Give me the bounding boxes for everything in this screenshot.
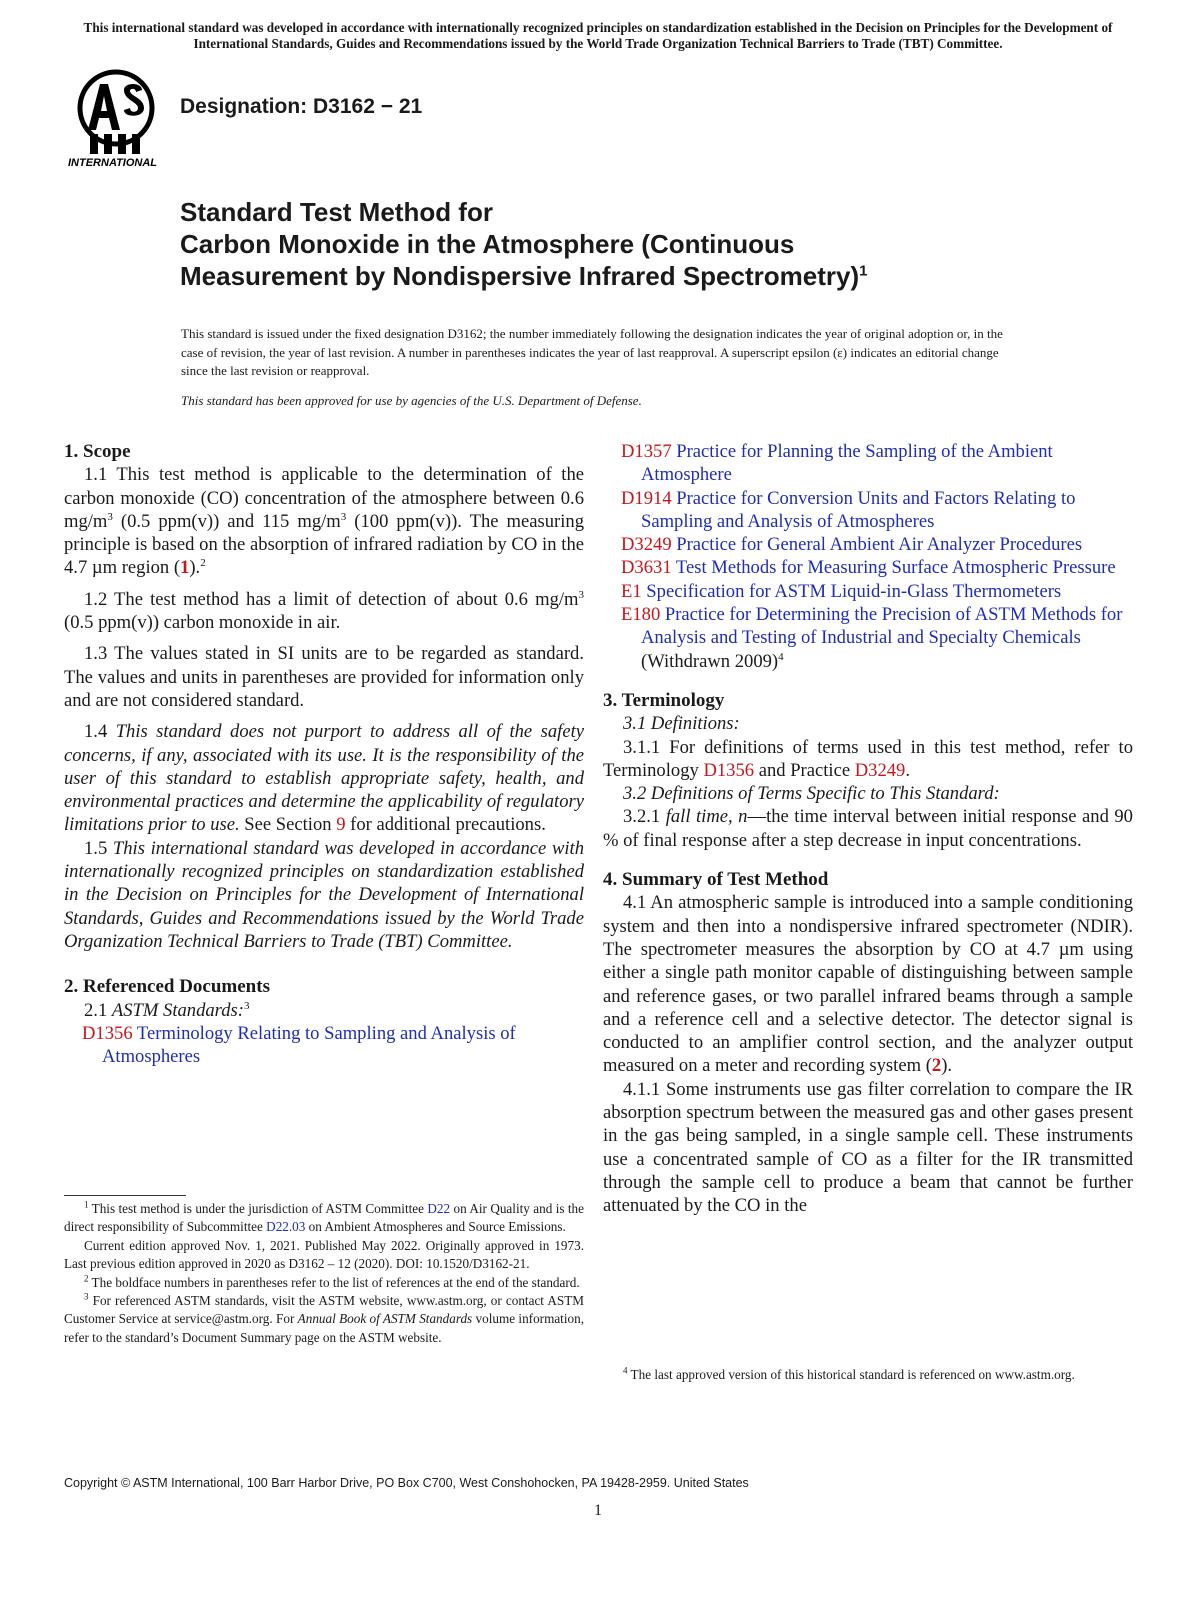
para-4-1: 4.1 An atmospheric sample is introduced into a sample conditioning system and then into a nondispersive infrared spectrometer (NDIR). The spectrometer measures the absorption by CO at 4.7 µm using either a single path monitor capable of distinguishing between sample and reference gases, or two parallel infrared beams through a sample and a reference cell and a selective detector. The detector signal is conducted to an amplifier control section, and the analyzer output measured on a meter and recording system (2). <box>603 892 1133 1077</box>
copyright-line: Copyright © ASTM International, 100 Barr Harbor Drive, PO Box C700, West Conshohocken, PA 19428-2959. United States <box>64 1476 749 1490</box>
para-3-1-1: 3.1.1 For definitions of terms used in this test method, refer to Terminology D1356 and Practice D3249. <box>603 736 1133 781</box>
designation: Designation: D3162 − 21 <box>180 95 423 118</box>
para-1-1: 1.1 This test method is applicable to the determination of the carbon monoxide (CO) concentration of the atmosphere between 0.6 $mg/m^3$ (0.5 ppm(v)) and 115 $mg/m^3$ (100 ppm(v)). The measuring principle is based on the absorption of infrared radiation by CO in the 4.7 µm region (1).$^2$ <box>64 464 585 579</box>
title-footnote-marker: 1 <box>859 262 868 280</box>
dod-approval-note: This standard has been approved for use by agencies of the U.S. Department of Defense. <box>181 393 642 408</box>
right-column <box>603 440 1133 1218</box>
astm-logo <box>66 68 170 168</box>
para-3-2: 3.2 Definitions of Terms Specific to This Standard: <box>623 783 1000 805</box>
section-4-heading: 4. Summary of Test Method <box>603 869 829 891</box>
issue-note: This standard is issued under the fixed designation D3162; the number immediately following the designation indicates the year of original adoption or, in the case of revision, the year of last revision. A number in parentheses indicates the year of last reapproval. A superscript epsilon (ε) indicates an editorial change since the last revision or reapproval. <box>181 326 1003 378</box>
title-line-1: Standard Test Method for <box>180 197 493 227</box>
reference-link-2[interactable]: 2 <box>931 1055 942 1077</box>
ref-item-d1356[interactable]: D1356 Terminology Relating to Sampling and Analysis of Atmospheres <box>82 1022 516 1068</box>
document-title <box>180 196 1080 292</box>
footnote-1: $^1$ This test method is under the jurisdiction of ASTM Committee D22 on Air Quality and is the direct responsibility of Subcommittee D22.03 on Ambient Atmospheres and Source Emissions. <box>64 1199 584 1235</box>
footnotes-left <box>64 1195 584 1347</box>
title-line-3 <box>180 260 1080 292</box>
section-1-heading: 1. Scope <box>64 441 131 462</box>
title-line-2: Carbon Monoxide in the Atmosphere (Continuous <box>180 229 795 259</box>
footnote-3: $^3$ For referenced ASTM standards, visit the ASTM website, www.astm.org, or contact ASTM Customer Service at service@astm.org. For Annual Book of ASTM Standards volume information, refer to the standard’s Document Summary page on the ASTM website. <box>64 1291 584 1345</box>
footnotes-right <box>621 1366 1133 1384</box>
para-3-2-1: 3.2.1 fall time, n—the time interval between initial response and 90 % of final response after a step decrease in input concentrations. <box>603 806 1133 851</box>
para-2-1: 2.1 ASTM Standards:$^3$ <box>84 999 250 1021</box>
para-1-2: 1.2 The test method has a limit of detection of about 0.6 $mg/m^3$ (0.5 ppm(v)) carbon monoxide in air. <box>64 588 584 634</box>
footnote-1-edition: Current edition approved Nov. 1, 2021. Published May 2022. Originally approved in 1973. Last previous edition approved in 2020 as D3162 – 12 (2020). DOI: 10.1520/D3162-21. <box>64 1237 584 1272</box>
para-4-1-1: 4.1.1 Some instruments use gas filter correlation to compare the IR absorption spectrum between the measured gas and other gases present in the gas being sampled, in a single sample cell. These instruments use a concentrated sample of CO as a filter for the IR transmitted through the sample cell to produce a beam that cannot be further attenuated by the CO in the <box>603 1078 1133 1217</box>
footnote-4: $^4$ The last approved version of this historical standard is referenced on www.astm.org. <box>623 1365 1075 1382</box>
astm-international-logo-icon <box>66 68 170 168</box>
page-number: 1 <box>594 1502 602 1519</box>
section-9-link[interactable]: 9 <box>336 814 346 836</box>
committee-d22-link[interactable]: D22 <box>427 1201 451 1216</box>
ref-item-d3249[interactable]: D3249 Practice for General Ambient Air Analyzer Procedures <box>621 534 1083 556</box>
left-column <box>64 440 584 1068</box>
ref-item-d1357[interactable]: D1357 Practice for Planning the Sampling of the Ambient Atmosphere <box>621 441 1053 486</box>
header-notice: This international standard was developed in accordance with internationally recognized principles on standardization established in the Decision on Principles for the Development of International Standards, Guides and Recommendations issued by the World Trade Organization Technical Barriers to Trade (TBT) Committee. <box>83 20 1113 51</box>
terminology-d1356-link[interactable]: D1356 <box>703 759 755 781</box>
section-3-heading: 3. Terminology <box>603 689 725 711</box>
subcommittee-d22-03-link[interactable]: D22.03 <box>266 1219 306 1235</box>
footnote-divider <box>64 1195 186 1196</box>
para-1-3: 1.3 The values stated in SI units are to be regarded as standard. The values and units in parentheses are provided for information only and are not considered standard. <box>64 643 584 711</box>
footnote-2: $^2$ The boldface numbers in parentheses refer to the list of references at the end of the standard. <box>84 1273 580 1290</box>
ref-item-d1914[interactable]: D1914 Practice for Conversion Units and Factors Relating to Sampling and Analysis of Atmospheres <box>621 487 1076 532</box>
section-2-heading: 2. Referenced Documents <box>64 976 270 998</box>
reference-link-1[interactable]: 1 <box>180 557 190 579</box>
para-3-1: 3.1 Definitions: <box>623 713 740 735</box>
logo-text: INTERNATIONAL <box>68 157 158 168</box>
para-1-5: 1.5 This international standard was developed in accordance with internationally recognized principles on standardization established in the Decision on Principles for the Development of International Standards, Guides and Recommendations issued by the World Trade Organization Technical Barriers to Trade (TBT) Committee. <box>64 837 585 952</box>
para-1-4: 1.4 This standard does not purport to address all of the safety concerns, if any, associated with its use. It is the responsibility of the user of this standard to establish appropriate safety, health, and environmental practices and determine the applicability of regulatory limitations prior to use. See Section 9 for additional precautions. <box>64 721 584 836</box>
ref-item-e1[interactable]: E1 Specification for ASTM Liquid-in-Glass Thermometers <box>621 580 1062 602</box>
practice-d3249-link[interactable]: D3249 <box>854 759 906 781</box>
ref-code[interactable]: D1356 <box>82 1022 133 1044</box>
ref-item-e180[interactable]: E180 Practice for Determining the Precision of ASTM Methods for Analysis and Testing of Industrial and Specialty Chemicals (Withdrawn 2009)$^4$ <box>621 604 1123 672</box>
title-line-3-text: Measurement by Nondispersive Infrared Spectrometry) <box>180 261 860 291</box>
ref-item-d3631[interactable]: D3631 Test Methods for Measuring Surface Atmospheric Pressure <box>621 557 1116 579</box>
